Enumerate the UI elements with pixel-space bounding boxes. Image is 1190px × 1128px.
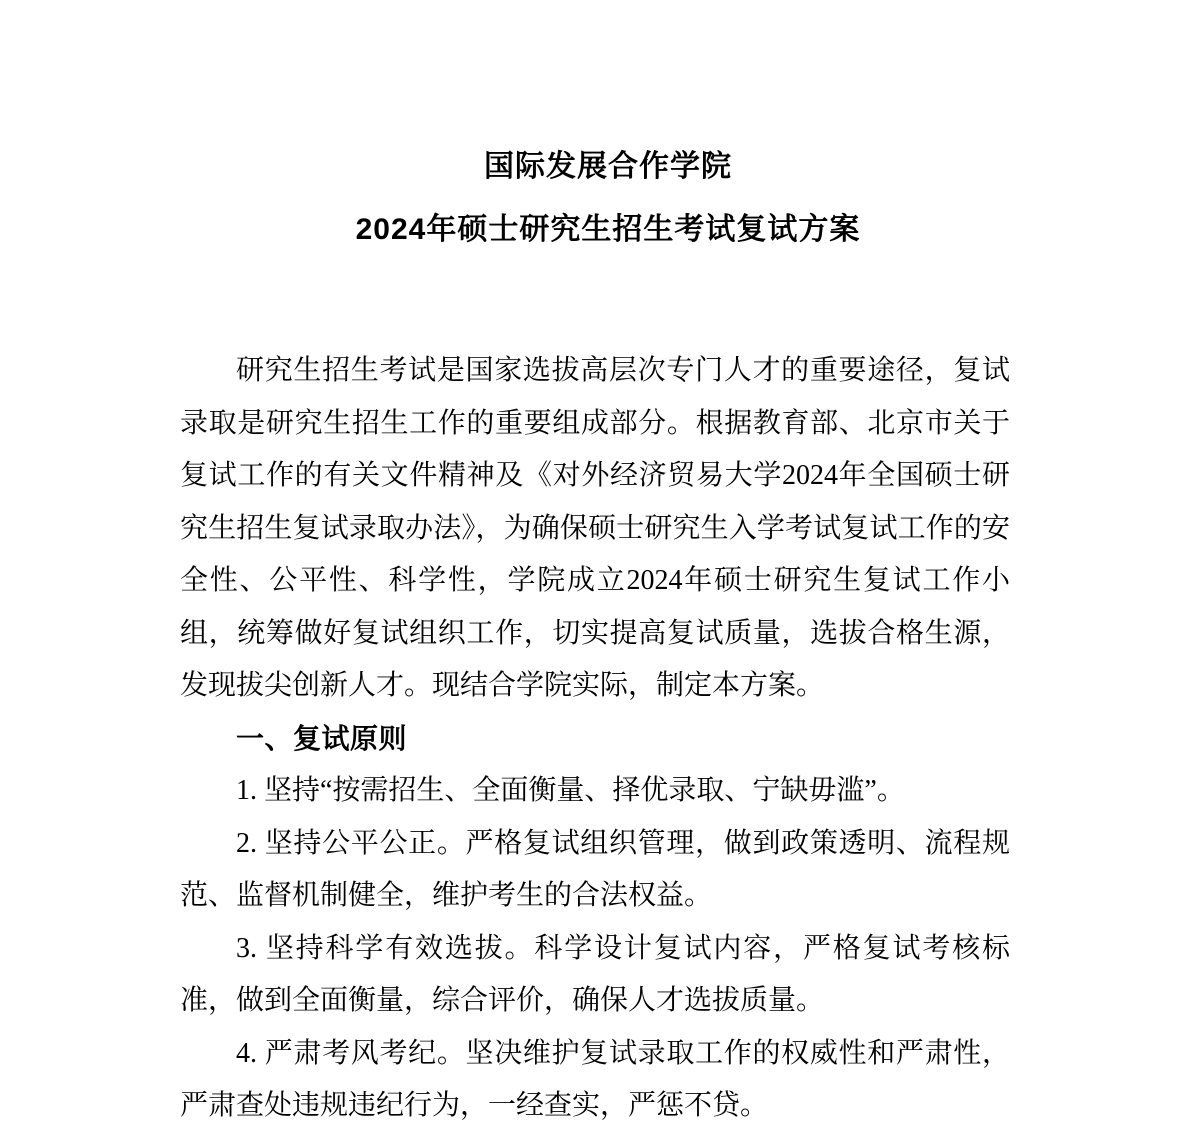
doc-title-line2: 2024年硕士研究生招生考试复试方案 <box>355 213 861 246</box>
document-body <box>180 345 1010 1128</box>
principle-item-1: 1. 坚持“按需招生、全面衡量、择优录取、宁缺毋滥”。 <box>236 775 905 806</box>
principle-item-3: 3. 坚持科学有效选拔。科学设计复试内容，严格复试考核标准，做到全面衡量，综合评价，确保人才选拔质量。 <box>180 932 1010 1016</box>
doc-title-line1: 国际发展合作学院 <box>484 150 732 183</box>
principle-item-2: 2. 坚持公平公正。严格复试组织管理，做到政策透明、流程规范、监督机制健全，维护考生的合法权益。 <box>180 827 1010 911</box>
principle-item-4: 4. 严肃考风考纪。坚决维护复试录取工作的权威性和严肃性，严肃查处违规违纪行为，一经查实，严惩不贷。 <box>180 1037 1010 1121</box>
section1-heading: 一、复试原则 <box>236 722 408 754</box>
document-title-block <box>206 135 1010 261</box>
intro-paragraph: 研究生招生考试是国家选拔高层次专门人才的重要途径，复试录取是研究生招生工作的重要组成部分。根据教育部、北京市关于复试工作的有关文件精神及《对外经济贸易大学2024年全国硕士研究生招生复试录取办法》，为确保硕士研究生入学考试复试工作的安全性、公平性、科学性，学院成立2024年硕士研究生复试工作小组，统筹做好复试组织工作，切实提高复试质量，选拔合格生源，发现拔尖创新人才。现结合学院实际，制定本方案。 <box>180 355 1010 701</box>
